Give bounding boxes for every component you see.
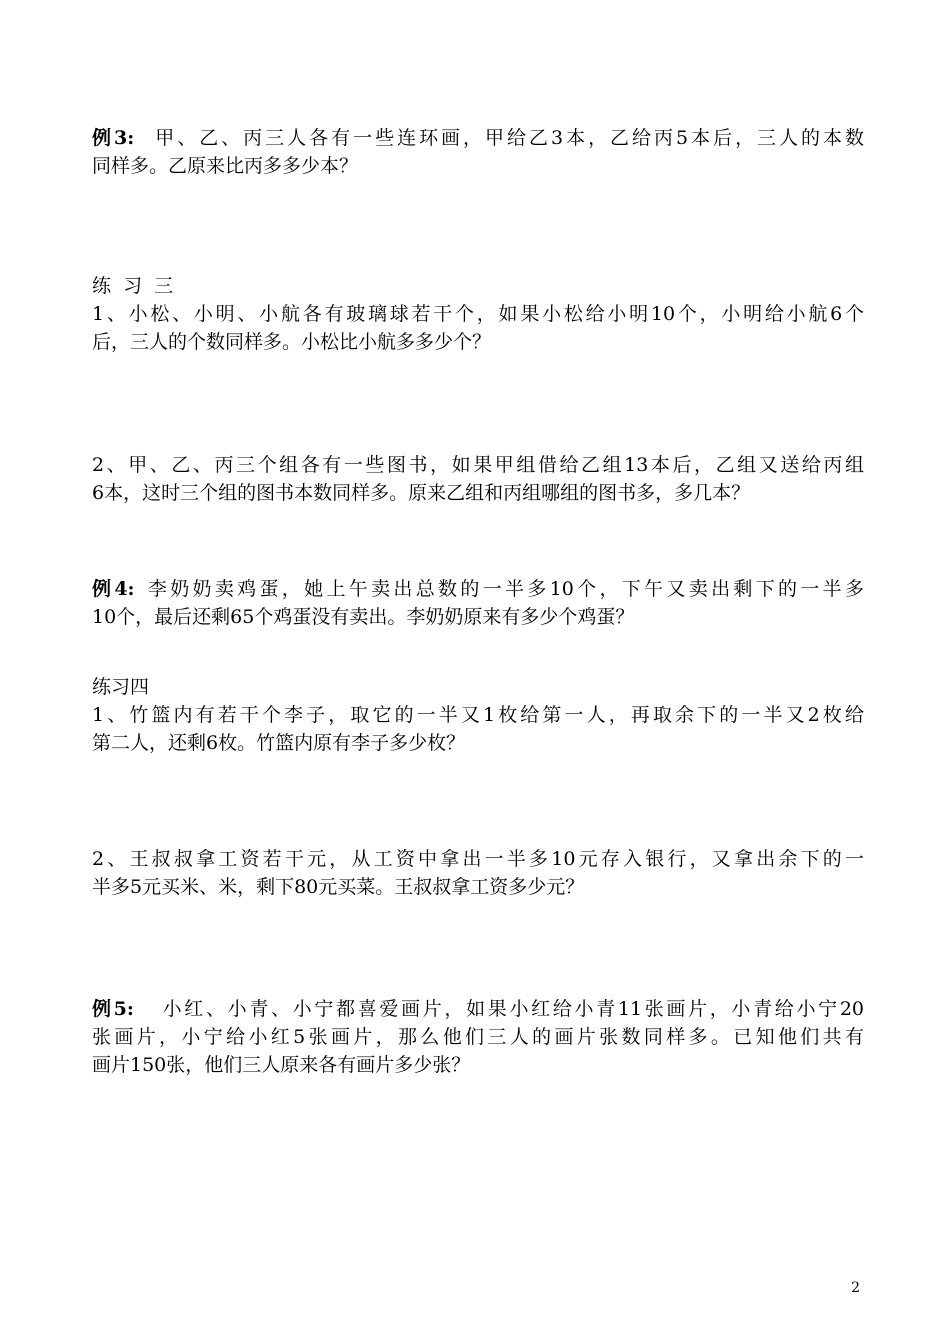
example-4-label: 例4: [92, 578, 135, 600]
practice-4-q1-line-2: 第二人，还剩6枚。竹篮内原有李子多少枚？ [92, 732, 466, 754]
practice-4 [92, 673, 864, 757]
example-3-line-1 [92, 124, 864, 152]
example-4-line-1 [92, 575, 864, 603]
practice-3-q2 [92, 451, 864, 507]
practice-4-heading: 练习四 [92, 676, 150, 698]
example-3 [92, 124, 864, 180]
practice-3-q2-line-2: 6本，这时三个组的图书本数同样多。原来乙组和丙组哪组的图书多，多几本？ [92, 482, 751, 504]
practice-3-q2-line-1: 2、甲、乙、丙三个组各有一些图书，如果甲组借给乙组13本后，乙组又送给丙组 [92, 454, 864, 476]
page-number: 2 [851, 1280, 860, 1296]
example-5-line-1 [92, 995, 864, 1023]
example-4 [92, 575, 864, 631]
practice-3-q1-line-1: 1、小松、小明、小航各有玻璃球若干个，如果小松给小明10个，小明给小航6个 [92, 303, 864, 325]
example-5-text-1: 小红、小青、小宁都喜爱画片，如果小红给小青11张画片，小青给小宁20 [159, 998, 864, 1020]
example-5 [92, 995, 864, 1079]
example-5-line-2: 张画片，小宁给小红5张画片，那么他们三人的画片张数同样多。已知他们共有 [92, 1026, 864, 1048]
example-4-text-1: 李奶奶卖鸡蛋，她上午卖出总数的一半多10个，下午又卖出剩下的一半多 [144, 578, 864, 600]
example-5-label: 例5: [92, 998, 134, 1020]
practice-3 [92, 272, 864, 356]
practice-3-q1-line-2: 后，三人的个数同样多。小松比小航多多少个？ [92, 331, 492, 353]
practice-4-q2-line-2: 半多5元买米、米，剩下80元买菜。王叔叔拿工资多少元？ [92, 876, 585, 898]
example-3-line-2: 同样多。乙原来比丙多多少本？ [92, 155, 359, 177]
practice-3-heading: 练 习 三 [92, 275, 174, 297]
example-5-line-3: 画片150张，他们三人原来各有画片多少张？ [92, 1054, 471, 1076]
practice-4-q1-line-1: 1、竹篮内有若干个李子，取它的一半又1枚给第一人，再取余下的一半又2枚给 [92, 704, 864, 726]
example-3-text-1: 甲、乙、丙三人各有一些连环画，甲给乙3本，乙给丙5本后，三人的本数 [152, 127, 864, 149]
example-3-label: 例3: [92, 127, 135, 149]
example-4-line-2: 10个，最后还剩65个鸡蛋没有卖出。李奶奶原来有多少个鸡蛋？ [92, 606, 635, 628]
practice-4-q2 [92, 845, 864, 901]
practice-4-q2-line-1: 2、王叔叔拿工资若干元，从工资中拿出一半多10元存入银行，又拿出余下的一 [92, 848, 864, 870]
